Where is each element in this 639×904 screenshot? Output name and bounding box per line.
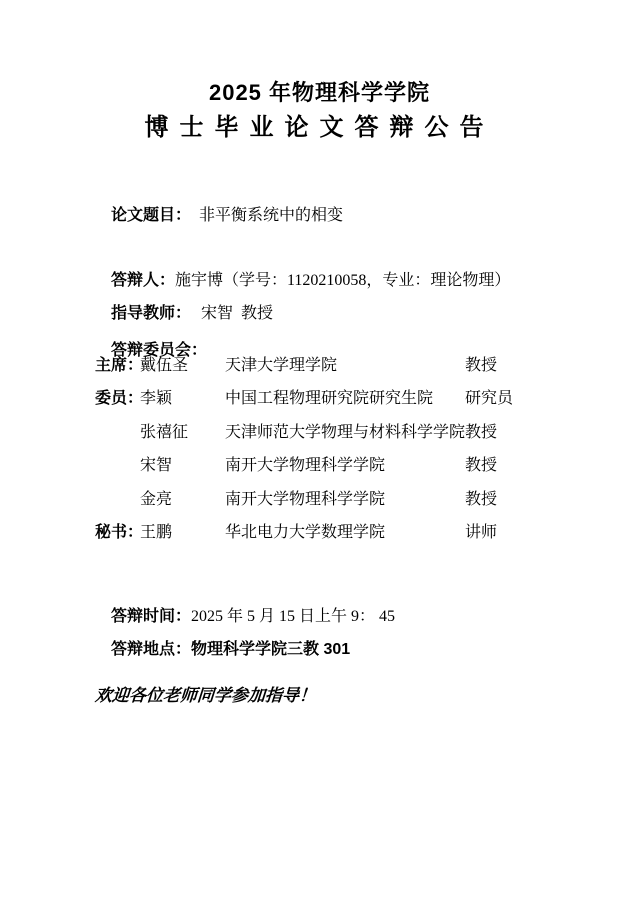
committee-role: 主席： bbox=[95, 357, 144, 374]
committee-member-title: 教授 bbox=[465, 357, 498, 374]
committee-member-name: 金亮 bbox=[140, 491, 173, 508]
committee-role: 委员： bbox=[95, 390, 144, 407]
committee-row-member bbox=[95, 385, 555, 407]
committee-member-name: 李颖 bbox=[140, 390, 173, 407]
closing-welcome-line: 欢迎各位老师同学参加指导！ bbox=[94, 686, 317, 705]
committee-member-name: 戴伍圣 bbox=[140, 357, 189, 374]
page-title-year-school: 2025 年物理科学学院 bbox=[208, 80, 431, 105]
committee-row-member bbox=[95, 486, 555, 508]
page-title-announcement: 博士毕业论文答辩公告 bbox=[144, 114, 495, 141]
committee-member-title: 教授 bbox=[465, 424, 498, 441]
committee-row-secretary bbox=[95, 519, 555, 541]
defense-location-row bbox=[95, 620, 350, 680]
committee-member-title: 研究员 bbox=[465, 390, 514, 407]
thesis-title-value: 非平衡系统中的相变 bbox=[199, 207, 344, 224]
committee-member-name: 宋智 bbox=[140, 457, 173, 474]
committee-member-affiliation: 南开大学物理科学学院 bbox=[225, 457, 386, 474]
committee-member-affiliation: 天津师范大学物理与材料科学学院 bbox=[225, 424, 466, 441]
committee-member-affiliation: 天津大学理学院 bbox=[225, 357, 338, 374]
committee-row-member bbox=[95, 452, 555, 474]
committee-heading-label: 答辩委员会： bbox=[111, 342, 208, 359]
committee-row-member bbox=[95, 419, 555, 441]
committee-member-name: 王鹏 bbox=[140, 524, 173, 541]
thesis-title-row bbox=[95, 186, 343, 246]
committee-member-affiliation: 华北电力大学数理学院 bbox=[225, 524, 386, 541]
defense-location-label: 答辩地点： bbox=[111, 641, 192, 658]
committee-row-chair bbox=[95, 352, 555, 374]
committee-member-title: 教授 bbox=[465, 457, 498, 474]
advisor-value: 宋智 教授 bbox=[201, 305, 274, 322]
defense-time-value: 2025 年 5 月 15 日上午 9： 45 bbox=[191, 608, 396, 625]
defender-label: 答辩人： bbox=[111, 272, 176, 289]
committee-role: 秘书： bbox=[95, 524, 144, 541]
defender-value: 施宇博（学号：1120210058，专业：理论物理） bbox=[175, 272, 511, 289]
committee-member-name: 张禧征 bbox=[140, 424, 189, 441]
thesis-title-label: 论文题目： bbox=[111, 207, 192, 224]
committee-member-affiliation: 南开大学物理科学学院 bbox=[225, 491, 386, 508]
defense-time-label: 答辩时间： bbox=[111, 608, 192, 625]
committee-member-affiliation: 中国工程物理研究院研究生院 bbox=[225, 390, 434, 407]
committee-member-title: 讲师 bbox=[465, 524, 498, 541]
committee-member-title: 教授 bbox=[465, 491, 498, 508]
defense-location-value: 物理科学学院三教 301 bbox=[191, 641, 351, 658]
advisor-label: 指导教师： bbox=[111, 305, 192, 322]
